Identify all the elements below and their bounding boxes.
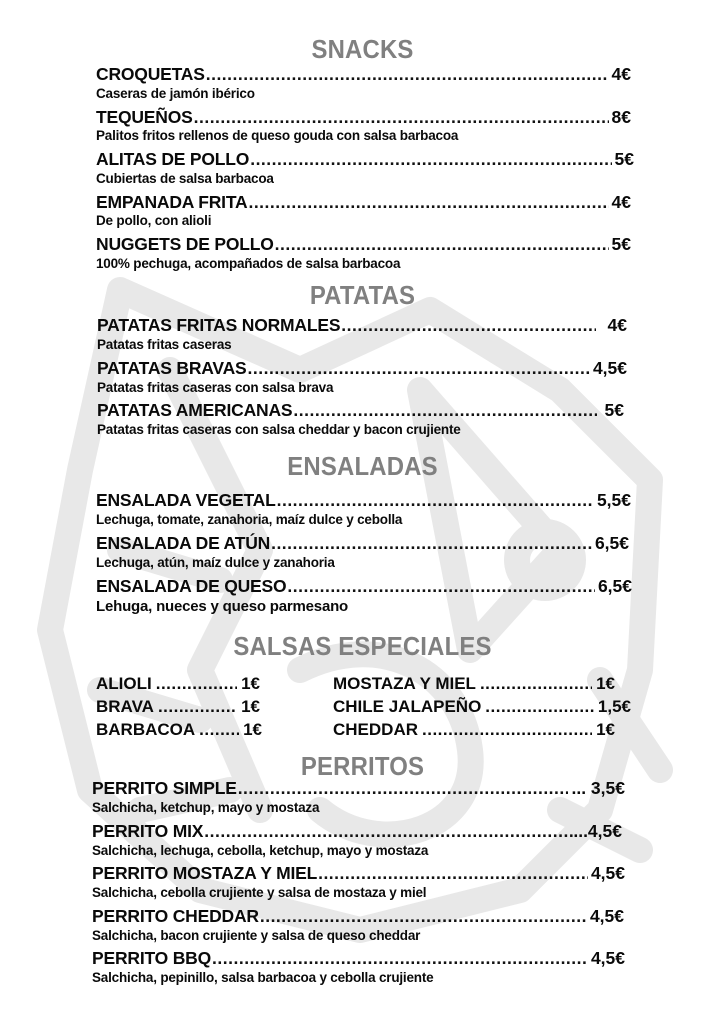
item-name: TEQUEÑOS (96, 107, 193, 127)
item-price: ... 3,5€ (571, 778, 625, 798)
item-description: Salchicha, lechuga, cebolla, ketchup, mayo y mostaza (92, 843, 429, 858)
section-title-perritos: PERRITOS (300, 751, 425, 781)
dot-leader (156, 674, 237, 694)
sauce-price: 1€ (241, 674, 260, 693)
sauce-name: ALIOLI (96, 674, 152, 693)
item-price: 5€ (604, 400, 624, 420)
sauce-price: 1,5€ (597, 697, 631, 716)
item-description: Salchicha, cebolla crujiente y salsa de mostaza y miel (92, 885, 427, 900)
item-description: De pollo, con alioli (96, 213, 212, 228)
item-name: PERRITO BBQ (92, 948, 212, 968)
item-description: Patatas fritas caseras con salsa cheddar y bacon crujiente (97, 422, 461, 437)
sauce-price: 1€ (243, 720, 262, 739)
dot-leader (260, 906, 587, 927)
item-description: Lechuga, tomate, zanahoria, maíz dulce y cebolla (96, 512, 403, 527)
dot-leader (277, 490, 594, 511)
item-description: Palitos fritos rellenos de queso gouda con salsa barbacoa (96, 128, 459, 143)
item-price: 5€ (614, 149, 634, 169)
item-price: 4,5€ (590, 863, 625, 883)
item-description: Caseras de jamón ibérico (96, 86, 255, 101)
menu-item (96, 149, 634, 170)
sauce-name: CHEDDAR (333, 720, 418, 739)
dot-leader (341, 315, 595, 336)
dot-leader (293, 400, 596, 421)
item-description: Salchicha, bacon crujiente y salsa de queso cheddar (92, 928, 421, 943)
sauce-price: 1€ (241, 697, 260, 716)
item-description: Salchicha, pepinillo, salsa barbacoa y cebolla crujiente (92, 970, 434, 985)
item-price: 5€ (611, 234, 631, 254)
item-description: 100% pechuga, acompañados de salsa barbacoa (96, 256, 401, 271)
menu-item (92, 863, 625, 884)
sauce-item (96, 697, 260, 717)
dot-leader (158, 697, 237, 717)
item-name: PERRITO MIX (92, 821, 204, 841)
item-price: 8€ (611, 107, 631, 127)
sauce-name: CHILE JALAPEÑO (333, 697, 482, 716)
item-name: ENSALADA DE QUESO (96, 576, 287, 596)
item-name: ENSALADA DE ATÚN (96, 533, 271, 553)
menu-item (96, 234, 631, 255)
dot-leader (485, 697, 594, 717)
dot-leader (194, 107, 609, 128)
item-name: PATATAS AMERICANAS (97, 400, 293, 420)
dot-leader (271, 533, 592, 554)
item-price: 4,5€ (590, 948, 625, 968)
item-description: Lechuga, atún, maíz dulce y zanahoria (96, 555, 335, 570)
menu-item (96, 107, 631, 128)
sauce-item (333, 720, 615, 740)
item-price: 6,5€ (597, 576, 632, 596)
item-name: PERRITO SIMPLE (92, 778, 237, 798)
menu-item (92, 778, 625, 799)
menu-item (97, 358, 627, 379)
sauce-item (333, 697, 631, 717)
sauce-price: 1€ (596, 674, 615, 693)
menu-item (97, 400, 624, 421)
menu-item (92, 906, 624, 927)
item-name: ALITAS DE POLLO (96, 149, 250, 169)
dot-leader (250, 149, 611, 170)
section-title-patatas: PATATAS (309, 280, 416, 310)
sauce-item (96, 720, 262, 740)
item-price: 6,5€ (594, 533, 629, 553)
menu-item (97, 315, 627, 336)
dot-leader (238, 778, 569, 799)
sauce-item (96, 674, 260, 694)
sauce-name: MOSTAZA Y MIEL (333, 674, 476, 693)
menu-item (96, 576, 632, 597)
dot-leader (422, 720, 592, 740)
dot-leader (480, 674, 592, 694)
section-title-salsas: SALSAS ESPECIALES (233, 631, 492, 661)
item-price: 4€ (611, 192, 631, 212)
dot-leader (318, 863, 588, 884)
item-description: Salchicha, ketchup, mayo y mostaza (92, 800, 320, 815)
sauce-name: BARBACOA (96, 720, 196, 739)
menu-item (96, 192, 631, 213)
sauce-item (333, 674, 615, 694)
dot-leader (287, 576, 595, 597)
item-name: PERRITO CHEDDAR (92, 906, 259, 926)
dot-leader (206, 64, 609, 85)
dot-leader (248, 192, 608, 213)
item-name: PATATAS BRAVAS (97, 358, 247, 378)
item-description: Patatas fritas caseras (97, 337, 232, 352)
item-description: Cubiertas de salsa barbacoa (96, 171, 274, 186)
section-title-ensaladas: ENSALADAS (287, 451, 438, 481)
sauce-price: 1€ (596, 720, 615, 739)
item-name: PERRITO MOSTAZA Y MIEL (92, 863, 318, 883)
dot-leader (204, 821, 573, 842)
section-title-snacks: SNACKS (311, 34, 414, 64)
dot-leader (275, 234, 609, 255)
item-name: ENSALADA VEGETAL (96, 490, 276, 510)
sauce-name: BRAVA (96, 697, 154, 716)
item-price: 5,5€ (596, 490, 631, 510)
item-description: Patatas fritas caseras con salsa brava (97, 380, 334, 395)
dot-leader (199, 720, 239, 740)
item-price: ...4,5€ (573, 821, 622, 841)
dot-leader (212, 948, 588, 969)
item-description: Lehuga, nueces y queso parmesano (96, 598, 349, 615)
item-price: 4,5€ (589, 906, 624, 926)
item-name: EMPANADA FRITA (96, 192, 248, 212)
item-price: 4€ (611, 64, 631, 84)
menu-item (92, 821, 622, 842)
item-price: 4,5€ (592, 358, 627, 378)
menu-item (92, 948, 625, 969)
menu-item (96, 533, 629, 554)
menu-item (96, 490, 631, 511)
dot-leader (248, 358, 590, 379)
menu-item (96, 64, 631, 85)
item-name: CROQUETAS (96, 64, 205, 84)
item-name: NUGGETS DE POLLO (96, 234, 274, 254)
item-name: PATATAS FRITAS NORMALES (97, 315, 341, 335)
item-price: 4€ (607, 315, 627, 335)
